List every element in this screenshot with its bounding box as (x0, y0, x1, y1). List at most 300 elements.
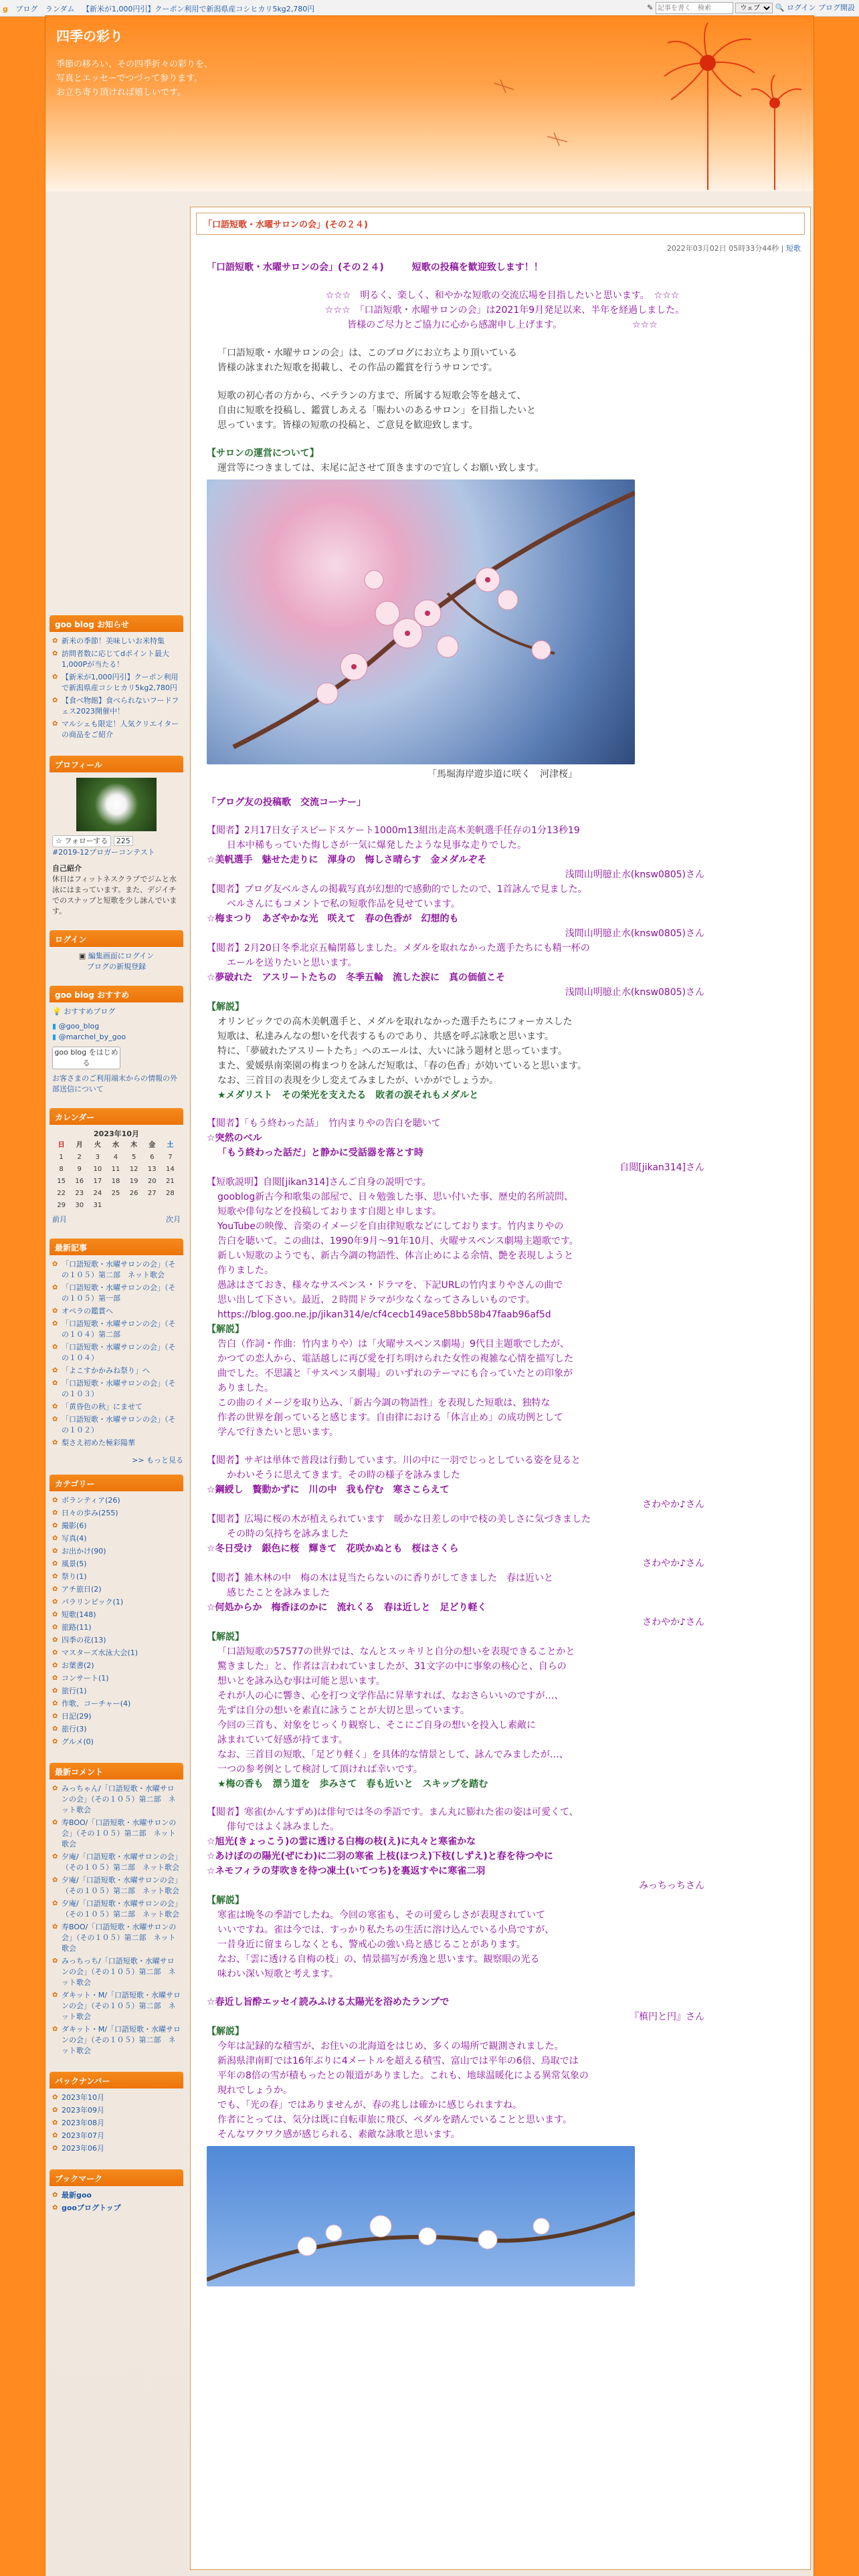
spacer (207, 275, 798, 288)
entry-line: かつての恋人から、電話越しに再び愛を打ち明けられた女性の複雑な心情を描写した (217, 1354, 573, 1364)
recent-item (52, 1259, 181, 1281)
edit-login-link[interactable]: 編集画面にログイン (88, 952, 155, 960)
entry-line: 【解説】 (207, 1632, 244, 1642)
backnumber-item (52, 2105, 181, 2116)
category-item-link[interactable]: 風景(5) (62, 1560, 87, 1568)
spacer (207, 433, 798, 446)
calendar-day[interactable]: 22 (57, 1190, 66, 1197)
entry-line: ☆☆☆ 「口語短歌・水曜サロンの会」は2021年9月発足以来、半年を経過しました。 (324, 305, 690, 316)
category-item-link[interactable]: 日記(29) (62, 1712, 92, 1721)
entry-line: 浅間山明臆止水(knsw0805)さん (565, 869, 704, 880)
entry-line: 「もう終わった話だ」と静かに受話器を落とす時 (217, 1148, 423, 1158)
calendar-day[interactable]: 2 (77, 1154, 82, 1161)
category-item (52, 1686, 181, 1697)
calendar-day[interactable]: 18 (111, 1178, 120, 1185)
entry-line: さわやか♪さん (642, 1558, 704, 1569)
calendar-next[interactable]: 次月 (166, 1215, 181, 1224)
entry-line: 今年は記録的な積雪が、お住いの北海道をはじめ、多くの場所で観測されました。 (217, 2041, 564, 2052)
blog-header (45, 16, 814, 191)
blog-description: 季節の移ろい、その四季折々の彩りを、 写真とエッセーでつづって参ります。 お立ち寄り頂ければ嬉しいです。 (56, 60, 213, 98)
backnumber-heading: バックナンバー (50, 2072, 183, 2088)
recent-item-link[interactable]: オペラの鑑賞へ (62, 1307, 113, 1315)
comment-item-link[interactable]: ダキット・M/「口語短歌・水曜サロンの会」（その１０５）第二部 ネット歌会 (62, 1991, 181, 2021)
entry-line: 【閲者】サギは単体で普段は行動しています。川の中に一羽でじっとしている姿を見ると (207, 1455, 581, 1466)
calendar-day[interactable]: 30 (75, 1202, 84, 1209)
entry-line: 【解説】 (207, 1002, 244, 1012)
calendar-day (106, 1200, 124, 1212)
comment-item-link[interactable]: みっちっち/「口語短歌・水曜サロンの会」（その１０５）第二部 ネット歌会 (62, 1957, 176, 1987)
entry-line: 皆様のご尽力とご協力に心から感謝申し上げます。 ☆☆☆ (347, 320, 658, 330)
calendar-day[interactable]: 23 (75, 1190, 84, 1197)
calendar-day[interactable]: 5 (131, 1154, 136, 1161)
entry-body (191, 253, 810, 2286)
entry-line: gooblog新古今和歌集の部屋で、日々勉強した事、思い付いた事、歴史的名所読問、 (217, 1192, 573, 1202)
entry-line: ありました。 (217, 1383, 274, 1394)
more-link[interactable]: >> もっと見る (132, 1456, 183, 1465)
entry-line: 短歌は、私達みんなの想いを代表するものであり、共感を呼ぶ詠歌と思います。 (217, 1031, 554, 1042)
entry-line: 短歌や俳句などを投稿しております自閲と申します。 (217, 1206, 442, 1217)
plum-blossom-photo[interactable] (207, 2146, 635, 2286)
entry-line: 作りました。 (217, 1265, 274, 1276)
calendar-day[interactable]: 24 (93, 1190, 102, 1197)
recent-item-link[interactable]: 「よこすかかみね祭り」へ (62, 1366, 150, 1375)
entry-timestamp: 2022年03月02日 05時33分44秒 (666, 244, 779, 253)
follow-count: 225 (114, 836, 133, 846)
twitter-icon: ▮ (52, 1022, 57, 1031)
entry-line: 一昔身近に留まらしなくとも、警戒心の強い鳥と感じることがあります。 (217, 1939, 526, 1950)
calendar-weekday: 木 (130, 1142, 138, 1149)
entry-line: 味わい深い短歌と考えます。 (217, 1969, 339, 1979)
entry-line: それが人の心に響き、心を打つ文学作品に昇華すれば、なおさらいいのですが…、 (217, 1691, 564, 1701)
spacer (207, 1981, 798, 1995)
entry-line: ☆旭光(きょっこう)の雲に透ける白梅の枝(え)に丸々と寒雀かな (207, 1836, 476, 1847)
entry-line: 【解説】 (207, 1895, 244, 1906)
calendar-weekday: 水 (112, 1142, 119, 1149)
comment-item (52, 1899, 181, 1920)
calendar-day[interactable]: 15 (57, 1178, 66, 1185)
topbar-link-promo[interactable]: 【新米が1,000円引】クーポン利用で新潟県産コシヒカリ5kg2,780円 (82, 5, 315, 13)
category-item-link[interactable]: 四季の花(13) (62, 1636, 106, 1644)
backnumber-item-link[interactable]: 2023年06月 (62, 2144, 104, 2153)
category-item-link[interactable]: 祭り(1) (62, 1572, 87, 1581)
bookmark-item-link[interactable]: gooブログトップ (62, 2204, 121, 2212)
bookmark-item-link[interactable]: 最新goo (62, 2191, 92, 2199)
recent-item-link[interactable]: 「黄昏色の秋」にませて (62, 1402, 142, 1411)
entry-line: オリンピックでの高木美帆選手と、メダルを取れなかった選手たちにフォーカスした (217, 1016, 573, 1027)
entry-line: ☆突然のベル (207, 1133, 262, 1144)
entry-line: YouTubeの映像、音楽のイメージを自由律短歌などにしております。竹内まりやの (217, 1221, 564, 1232)
category-item-link[interactable]: 撮影(6) (62, 1521, 87, 1530)
calendar-day (143, 1200, 161, 1212)
entry-line: 「口語短歌・水曜サロンの会」は、このブログにお立ちより頂いている (217, 348, 517, 358)
category-item-link[interactable]: 作歌、コーチャー(4) (62, 1699, 131, 1708)
recent-item-link[interactable]: 「口語短歌・水曜サロンの会」（その１０４）第二部 (62, 1319, 176, 1339)
calendar-day[interactable]: 20 (147, 1178, 157, 1185)
goo-logo-icon[interactable]: g (3, 5, 8, 13)
recent-item (52, 1402, 181, 1412)
blog-title[interactable]: 四季の彩り (56, 28, 123, 44)
calendar-day[interactable]: 8 (59, 1166, 64, 1173)
entry-line: 告白（作詞・作曲：竹内まりや）は「火曜サスペンス劇場」9代目主題歌でしたが、 (217, 1339, 569, 1350)
entry-line: 感じたことを詠みました (227, 1588, 330, 1598)
category-item (52, 1521, 181, 1531)
category-item (52, 1559, 181, 1570)
category-heading: カテゴリー (50, 1475, 183, 1491)
entry-line: ベルさんにもコメントで私の短歌作品を見せています。 (227, 899, 460, 909)
bookmark-box (50, 2169, 183, 2220)
entry-line: ☆何処からか 梅香ほのかに 流れくる 春は近しと 足どり軽く (207, 1602, 487, 1613)
category-item-link[interactable]: 旅路(11) (62, 1623, 92, 1632)
category-box (50, 1475, 183, 1753)
comment-item-link[interactable]: 夕庵/「口語短歌・水曜サロンの会」（その１０５）第二部 ネット歌会 (62, 1852, 179, 1872)
entry-line: 【閲者】雑木林の中 梅の木は見当たらないのに香りがしてきました 春は近いと (207, 1573, 553, 1584)
entry-line: ★梅の香も 漂う道を 歩みさて 春も近いと スキップを踏む (217, 1779, 488, 1790)
twitter-link[interactable]: @goo_blog (58, 1022, 100, 1031)
category-item (52, 1673, 181, 1684)
comment-item (52, 1990, 181, 2022)
calendar-day[interactable]: 13 (147, 1166, 157, 1173)
calendar-heading: カレンダー (50, 1108, 183, 1125)
sidebar (50, 615, 183, 2229)
category-item (52, 1660, 181, 1671)
profile-box (50, 756, 183, 921)
entry-line: 【閲者】広場に桜の木が植えられています 暖かな日差しの中で枝の美しさに気づきました (207, 1514, 591, 1525)
backnumber-item (52, 2118, 181, 2129)
calendar-weekday: 火 (94, 1142, 101, 1149)
dragonfly-icon (474, 56, 581, 190)
category-item-link[interactable]: コンサート(1) (62, 1674, 109, 1683)
recent-item-link[interactable]: 「口語短歌・水曜サロンの会」（その１０５）第二部 ネット歌会 (62, 1260, 176, 1279)
category-item-link[interactable]: 旅行(1) (62, 1687, 87, 1695)
entry-date: 2022年03月02日 05時33分44秒 | 短歌 (666, 244, 801, 253)
entry-line: 思っています。皆様の短歌の投稿と、ご意見を歓迎致します。 (217, 420, 478, 431)
recent-item (52, 1414, 181, 1436)
avatar[interactable] (76, 778, 157, 831)
cherry-blossom-photo[interactable] (207, 479, 635, 764)
twitter-icon: ▮ (52, 1033, 57, 1041)
recent-item-link[interactable]: 「口語短歌・水曜サロンの会」（その１０３） (62, 1379, 176, 1398)
login-heading: ログイン (50, 930, 183, 947)
privacy-link[interactable]: お客さまのご利用端末からの情報の外部送信について (52, 1074, 177, 1093)
calendar-day[interactable]: 28 (166, 1190, 175, 1197)
recent-heading: 最新記事 (50, 1239, 183, 1255)
twitter-link[interactable]: @marchel_by_goo (58, 1033, 126, 1041)
bookmark-item (52, 2190, 181, 2201)
spacer (207, 1440, 798, 1453)
entry-line: そんなワクワク感が感じられる、素敵な詠歌と思います。 (217, 2129, 460, 2140)
category-item (52, 1711, 181, 1722)
login-box (50, 930, 183, 976)
spacer (207, 332, 798, 346)
entry-line: 先ずは自分の想いを素直に詠うことが大切と思っています。 (217, 1705, 470, 1716)
calendar-month: 2023年10月 (94, 1130, 139, 1138)
entry-line: でも、「光の春」ではありませんが、春の兆しは確かに感じられますね。 (217, 2100, 522, 2111)
category-item (52, 1584, 181, 1595)
recent-item-link[interactable]: 「口語短歌・水曜サロンの会」（その１０２） (62, 1415, 176, 1434)
entry-line: ☆春近し旨酔エッセイ読みふける太陽光を浴めたランプで (207, 1997, 450, 2008)
top-navigation-bar (0, 0, 859, 17)
page-container (45, 16, 814, 2576)
entry-line: みっちっちさん (639, 1881, 704, 1891)
calendar-day (161, 1200, 179, 1212)
entry-line: 想いとを詠み込む事は可能と思います。 (217, 1676, 385, 1687)
main-content (190, 207, 811, 2570)
backnumber-item (52, 2131, 181, 2141)
category-item-link[interactable]: 短歌(148) (62, 1610, 96, 1619)
entry-line: 「口語短歌の57577の世界では、なんとスッキリと自分の想いを表現できることかと (217, 1646, 575, 1657)
entry-line: 思い出して下さい。最近、２時間ドラマが少なくなってさみしいものです。 (217, 1295, 535, 1305)
backnumber-box (50, 2072, 183, 2160)
comment-item-link[interactable]: ダキット・M/「口語短歌・水曜サロンの会」（その１０５）第二部 ネット歌会 (62, 2025, 181, 2055)
start-blog-button[interactable]: goo blog をはじめる (52, 1047, 120, 1069)
comment-item-link[interactable]: 夕庵/「口語短歌・水曜サロンの会」（その１０５）第二部 ネット歌会 (62, 1876, 179, 1895)
entry-line: なお、三首目の表現を少し変えてみましたが、いかがでしょうか。 (217, 1075, 498, 1086)
comment-item (52, 1875, 181, 1897)
calendar-weekday: 金 (149, 1142, 156, 1149)
recent-item-link[interactable]: 梨さえ初めた極彩陽華 (62, 1438, 135, 1447)
comment-item-link[interactable]: 寿BOO/「口語短歌・水曜サロンの会」（その１０５）第二部 ネット歌会 (62, 1818, 177, 1848)
entry-line: ☆夢破れた アスリートたちの 冬季五輪 流した涙に 真の価値こそ (207, 972, 505, 983)
entry-line: 自由に短歌を投稿し、鑑賞しあえる「賑わいのあるサロン」を目指したいと (217, 405, 536, 416)
entry-line: 【閲者】2月17日女子スピードスケート1000m13組出走高木美帆選手任存の1分13秒19 (207, 825, 580, 836)
entry-line: かわいそうに思えてきます。その時の様子を詠みました (227, 1470, 460, 1481)
comment-item (52, 1784, 181, 1816)
spacer (207, 810, 798, 823)
entry-line: 『槙円と円』さん (630, 2012, 704, 2022)
follow-button[interactable]: ☆ フォローする (52, 835, 111, 847)
spacer (207, 1792, 798, 1805)
entry-line: さわやか♪さん (642, 1617, 704, 1628)
backnumber-item-link[interactable]: 2023年08月 (62, 2119, 104, 2127)
calendar-prev[interactable]: 前月 (52, 1215, 67, 1224)
category-item (52, 1635, 181, 1646)
entry-line: 【閲者】ブログ友ベルさんの掲載写真が幻想的で感動的でしたので、1首詠んで見ました。 (207, 884, 587, 895)
calendar-table (52, 1140, 179, 1212)
backnumber-item (52, 2143, 181, 2154)
calendar-day[interactable]: 12 (129, 1166, 138, 1173)
entry-line: 今回の三首も、対象をじっくり観察し、そこにご自身の想いを投入し素敵に (217, 1720, 536, 1731)
calendar-weekday: 土 (167, 1142, 174, 1149)
calendar-day[interactable]: 21 (166, 1178, 175, 1185)
backnumber-item (52, 2092, 181, 2103)
category-item-link[interactable]: アチ旅日(2) (62, 1585, 102, 1594)
calendar-day[interactable]: 16 (75, 1178, 84, 1185)
notice-item[interactable]: 訪問者数に応じてdポイント最大1,000Pが当たる！ (62, 649, 169, 669)
register-link[interactable]: ブログの新規登録 (87, 962, 146, 971)
entry-line: ☆梅まつり あざやかな光 咲えて 春の色香が 幻想的も (207, 914, 459, 924)
entry-line: ☆ネモフィラの芽吹きを待つ凍土(いてつち)を裏返すやに寒雀二羽 (207, 1866, 486, 1876)
category-item-link[interactable]: 日々の歩み(255) (62, 1509, 118, 1517)
entry-category[interactable]: 短歌 (786, 244, 801, 253)
comment-item-link[interactable]: 夕庵/「口語短歌・水曜サロンの会」（その１０５）第二部 ネット歌会 (62, 1899, 179, 1919)
profile-tag[interactable]: #2019-12プロガーコンテスト (52, 848, 155, 857)
entry-line: 浅間山明臆止水(knsw0805)さん (565, 928, 704, 939)
recommend-box (50, 986, 183, 1099)
login-link[interactable]: ログイン (787, 3, 816, 12)
backnumber-item-link[interactable]: 2023年09月 (62, 2106, 104, 2115)
category-item (52, 1546, 181, 1557)
entry-line: https://blog.goo.ne.jp/jikan314/e/cf4cecb149ace58bb58b47faab96af5d (217, 1309, 551, 1320)
category-item-link[interactable]: お葉書(2) (62, 1661, 94, 1670)
category-item-link[interactable]: 写真(4) (62, 1534, 87, 1543)
spacer (207, 375, 798, 389)
entry-line: 寒雀は晩冬の季語でしたね。今回の寒雀も、その可愛らしさが表現されていて (217, 1910, 545, 1921)
calendar-day[interactable]: 27 (147, 1190, 157, 1197)
category-item-link[interactable]: お出かけ(90) (62, 1547, 106, 1555)
help-link[interactable]: ブログ開設 (818, 3, 855, 12)
category-item (52, 1533, 181, 1544)
entry-line: 曲でした。不思議と「サスペンス劇場」のいずれのテーマにも合っていたとの印象が (217, 1368, 573, 1379)
entry-line: ☆冬日受け 銀色に桜 輝きて 花咲かぬとも 桜はさくら (207, 1543, 459, 1554)
entry-title[interactable]: 「口語短歌・水曜サロンの会」(その２４) (196, 213, 805, 235)
entry-line: さわやか♪さん (642, 1499, 704, 1510)
entry-line: 【解説】 (207, 1324, 244, 1335)
backnumber-item-link[interactable]: 2023年10月 (62, 2093, 104, 2102)
recent-item (52, 1342, 181, 1364)
entry-line: 作者の世界を創っていると感じます。自由律における「体言止め」の成功例として (217, 1412, 563, 1423)
calendar-day[interactable]: 29 (57, 1202, 66, 1209)
entry-line: 【サロンの運営について】 (207, 448, 319, 459)
entry-line: 短歌の初心者の方から、ベテランの方まで、所属する短歌会等を越えて、 (217, 391, 527, 401)
comment-box (50, 1763, 183, 2062)
profile-heading: プロフィール (50, 756, 183, 772)
entry-line: 告白を聴いて。この曲は、1990年9月〜91年10月、火曜サスペンス劇場主題歌です。 (217, 1236, 579, 1247)
category-item (52, 1648, 181, 1658)
entry-line: 新しい短歌のようでも、新古今調の物語性、体言止めによる余情、艶を表現しようと (217, 1251, 573, 1261)
entry-line: 詠まれていて好感が持てます。 (217, 1735, 348, 1745)
calendar-day[interactable]: 26 (129, 1190, 138, 1197)
category-item (52, 1597, 181, 1608)
category-item (52, 1622, 181, 1633)
topbar-link-random[interactable]: ランダム (45, 5, 75, 13)
search-input[interactable] (656, 2, 733, 14)
comment-item (52, 1852, 181, 1873)
entry-line: 一つの参考例として検討して頂ければ幸いです。 (217, 1764, 423, 1775)
entry-line: 浅間山明臆止水(knsw0805)さん (565, 987, 704, 998)
calendar-weekday: 日 (58, 1142, 65, 1149)
comment-item (52, 1818, 181, 1850)
calendar-day[interactable]: 10 (93, 1166, 102, 1173)
recent-item (52, 1306, 181, 1317)
comment-item (52, 1922, 181, 1954)
backnumber-item-link[interactable]: 2023年07月 (62, 2131, 104, 2140)
entry-line: なお、「雲に透ける自梅の枝」の、情景描写が秀逸と思います。観察眼の光る (217, 1954, 540, 1965)
entry-line: ☆あけぼのの陽光(ぜにわ)に二羽の寒雀 上枝(ほつえ)下枝(しずえ)と春を待つやに (207, 1851, 553, 1862)
category-item-link[interactable]: 旅行(3) (62, 1725, 87, 1733)
bookmark-heading: ブックマーク (50, 2169, 183, 2186)
spacer (207, 1103, 798, 1116)
entry-line: その時の気持ちを詠みました (227, 1529, 349, 1539)
bulb-icon: 💡 (52, 1007, 62, 1016)
recent-item-link[interactable]: 「口語短歌・水曜サロンの会」（その１０４） (62, 1343, 176, 1362)
recent-item (52, 1438, 181, 1448)
recent-box (50, 1239, 183, 1465)
calendar-day[interactable]: 3 (95, 1154, 100, 1161)
entry-line: 【閲者】2月20日冬季北京五輪閉幕しました。メダルを取れなかった選手たちにも精一杯の (207, 943, 590, 954)
intro-heading: 自己紹介 (52, 864, 82, 873)
recent-item (52, 1378, 181, 1400)
calendar-day[interactable]: 17 (93, 1178, 102, 1185)
calendar-day[interactable]: 31 (93, 1202, 102, 1209)
recent-item (52, 1366, 181, 1376)
entry-line: 【閲者】寒雀(かんすずめ)は俳句では冬の季語です。まん丸に膨れた雀の姿は可愛くて、 (207, 1807, 579, 1818)
bookmark-item (52, 2203, 181, 2214)
calendar-day[interactable]: 25 (111, 1190, 120, 1197)
entry-line: 現れでしょうか。 (217, 2085, 292, 2096)
entry-line: 皆様の詠まれた短歌を掲載し、その作品の鑑賞を行うサロンです。 (217, 362, 498, 373)
category-item (52, 1572, 181, 1582)
calendar-day[interactable]: 9 (77, 1166, 82, 1173)
comment-item-link[interactable]: 寿BOO/「口語短歌・水曜サロンの会」（その１０５）第二部 ネット歌会 (62, 1923, 177, 1953)
recent-item-link[interactable]: 「口語短歌・水曜サロンの会」（その１０５）第一部 (62, 1283, 176, 1303)
calendar-weekday: 月 (76, 1142, 83, 1149)
calendar-box (50, 1108, 183, 1229)
entry-line: ★メダリスト その栄光を支えたる 敗者の涙それもメダルと (217, 1090, 479, 1101)
pencil-icon[interactable]: ✎ (647, 3, 654, 12)
entry-line: また、愛媛県南楽園の梅まつりを詠んだ短歌は、「春の色香」が効いていると思います。 (217, 1061, 587, 1071)
calendar-day[interactable]: 19 (129, 1178, 138, 1185)
entry-line: いいですね。雀は今では、すっかり私たちの生活に溶け込んでいる小鳥ですが、 (217, 1925, 555, 1935)
intro-text: 休日はフィットネスクラブでジムと水泳にはまっています。また、デジイチでのスナップと短歌を少し詠んでいます。 (52, 875, 177, 916)
edit-icon: ▣ (78, 952, 86, 960)
category-item-link[interactable]: グルメ(0) (62, 1737, 94, 1746)
category-item-link[interactable]: ボランティア(26) (62, 1496, 120, 1505)
category-item (52, 1699, 181, 1709)
calendar-day (125, 1200, 143, 1212)
notice-item[interactable]: マルシェも限定！人気クリエイターの商品をご紹介 (62, 720, 179, 739)
calendar-day[interactable]: 14 (166, 1166, 175, 1173)
calendar-day[interactable]: 6 (150, 1154, 155, 1161)
star-icon: ☆ (56, 837, 62, 845)
notice-item[interactable]: 【食べ物館】食べられないフードフェス2023開催中！ (62, 696, 179, 716)
recommend-heading: goo blog おすすめ (50, 986, 183, 1002)
notice-item[interactable]: 【新米が1,000円引】クーポン利用で新潟県産コシヒカリ5kg2,780円 (62, 673, 179, 692)
entry-line: 作者にとっては、気分は既に自転車旅に飛び、ペダルを踏んでいることと思います。 (217, 2115, 573, 2125)
entry-line: 新潟県津南町では16年ぶりに4メートルを超える積雪、富山では平年の6倍、鳥取では (217, 2056, 579, 2066)
comment-item-link[interactable]: みっちゃん/「口語短歌・水曜サロンの会」（その１０５）第二部 ネット歌会 (62, 1784, 176, 1814)
calendar-day[interactable]: 7 (168, 1154, 173, 1161)
category-item-link[interactable]: マスターズ水泳大会(1) (62, 1648, 138, 1657)
notice-item[interactable]: 新米の季節！美味しいお米特集 (62, 637, 165, 645)
entry-line: 【短歌説明】自閲[jikan314]さんご自身の説明です。 (207, 1177, 432, 1188)
entry-line: ☆☆☆ 明るく、楽しく、和やかな短歌の交流広場を目指したいと思います。 ☆☆☆ (325, 290, 680, 301)
topbar-link-blog[interactable]: ブログ (15, 5, 38, 13)
notice-box (50, 615, 183, 746)
entry-line: 平年の8倍の雪が積もったとの報道がありました。これも、地球温暖化による異常気象の (217, 2070, 589, 2081)
entry-line: 日本中稀もっていた悔しさが一気に爆発したような見事な走りでした。 (227, 840, 527, 851)
calendar-day[interactable]: 1 (59, 1154, 64, 1161)
entry-line: 「ブログ友の投稿歌 交流コーナー」 (207, 797, 366, 808)
category-item-link[interactable]: パラリンピック(1) (62, 1598, 124, 1606)
search-scope-select[interactable] (735, 3, 773, 13)
search-icon[interactable]: 🔍 (775, 3, 785, 12)
entry-line: この曲のイメージを取り込み、「新古今調の物語性」を表現した短歌は、独特な (217, 1398, 551, 1408)
category-item (52, 1495, 181, 1506)
recommend-link[interactable]: おすすめブログ (64, 1007, 116, 1016)
entry-line: エールを送りたいと思います。 (227, 958, 357, 968)
red-spider-lily-icon (607, 23, 808, 190)
calendar-day[interactable]: 4 (113, 1154, 118, 1161)
notice-heading: goo blog お知らせ (50, 615, 183, 632)
recent-item (52, 1319, 181, 1340)
recent-item (52, 1283, 181, 1304)
entry-line: 特に、「夢破れたアスリートたち」へのエールは、大いに詠う題材と思っています。 (217, 1046, 568, 1057)
entry-line: 学んで行きたいと思います。 (217, 1427, 339, 1438)
category-item (52, 1508, 181, 1519)
calendar-day[interactable]: 11 (111, 1166, 120, 1173)
comment-heading: 最新コメント (50, 1763, 183, 1780)
entry-line: 【閲者】「もう終わった話」 竹内まりやの告白を聴いて (207, 1118, 441, 1129)
